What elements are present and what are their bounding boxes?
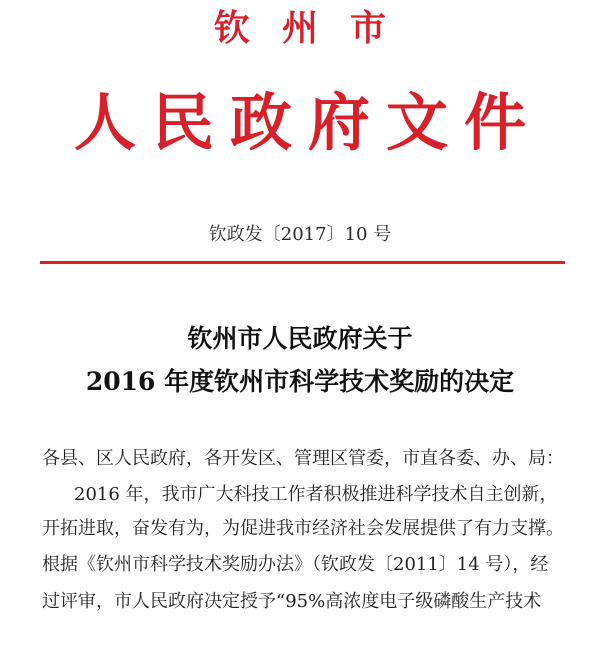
body-paragraph-line: 过评审，市人民政府决定授予“95%高浓度电子级磷酸生产技术 <box>42 591 542 612</box>
document-title-line-2: 2016 年度钦州市科学技术奖励的决定 <box>85 367 515 396</box>
body-paragraph-line: 开拓进取，奋发有为，为促进我市经济社会发展提供了有力支撑。 <box>42 518 564 539</box>
body-paragraph-line: 2016 年，我市广大科技工作者积极推进科学技术自主创新， <box>74 484 558 505</box>
red-separator-line <box>40 261 565 264</box>
body-paragraph-line: 根据《钦州市科学技术奖励办法》（钦政发〔2011〕14 号），经 <box>42 554 549 575</box>
document-number: 钦政发〔2017〕10 号 <box>208 224 392 245</box>
issuer-document-heading: 人民政府文件 <box>73 86 542 159</box>
body-salutation: 各县、区人民政府，各开发区、管理区管委，市直各委、办、局： <box>42 448 564 469</box>
issuer-city-heading: 钦州市 <box>213 7 418 49</box>
document-title-line-1: 钦州市人民政府关于 <box>187 324 413 353</box>
